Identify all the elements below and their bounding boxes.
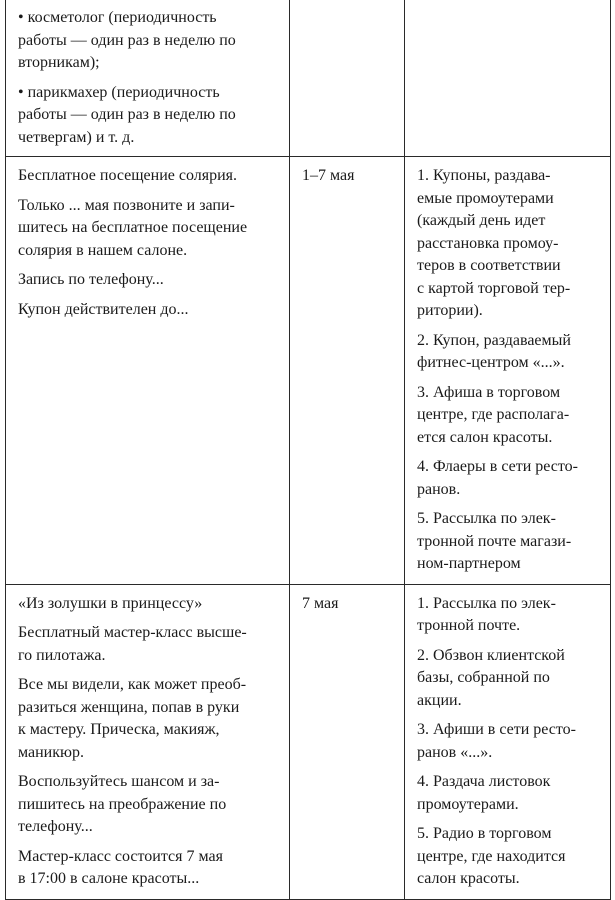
channel-item: 5. Радио в торговом центре, где находится салон красоты. [417,825,566,887]
channel-item: 2. Купон, раздаваемый фитнес-центром «...». [417,331,571,371]
channels-cell [405,584,611,899]
offer-text: Только ... мая позвоните и запи- шитесь на бесплатное посещение солярия в нашем салоне. [18,196,248,259]
offer-text: Запись по телефону... [18,271,164,288]
offer-cell [6,157,290,585]
date-cell [290,0,405,157]
offer-text: Купон действителен до... [18,300,189,318]
channel-item: 1. Рассылка по элек- тронной почте. [417,594,556,634]
offer-text: Все мы видели, как может преоб- разиться женщина, попав в руки к мастеру. Прическа, макияж, маникюр. [18,676,247,761]
offer-text: • парикмахер (периодичность работы — один раз в неделю по четвергам) и т. д. [18,83,236,146]
offer-title: «Из золушки в принцессу» [18,594,203,612]
offer-cell [6,584,290,899]
channel-item: 4. Флаеры в сети ресто- ранов. [417,458,578,498]
date-text: 1–7 мая [302,167,355,184]
channel-item: 5. Рассылка по элек- тронной почте магази- ном-партнером [417,510,572,572]
date-cell [290,157,405,585]
channel-item: 1. Купоны, раздава- емые промоутерами (каждый день идет расстановка промоу- теров в соответствии с картой торговой тер- ритории). [417,167,571,319]
offer-cell [6,0,290,157]
channels-cell [405,157,611,585]
offer-text: Воспользуйтесь шансом и за- пишитесь на преображение по телефону... [18,773,227,835]
channel-item: 2. Обзвон клиентской базы, собранной по акции. [417,646,565,709]
offer-text: Бесплатный мастер-класс высше- го пилотажа. [18,624,247,664]
promo-table [5,0,611,900]
channels-cell [405,0,611,157]
channel-item: 3. Афиша в торговом центре, где располага- ется салон красоты. [417,383,570,446]
offer-text: • косметолог (периодичность работы — один раз в неделю по вторникам); [18,9,236,71]
table-row [6,157,611,585]
channel-item: 3. Афиши в сети ресто- ранов «...». [417,721,576,761]
offer-text: Мастер-класс состоится 7 мая в 17:00 в салоне красоты... [18,847,223,887]
table-row [6,584,611,899]
date-text: 7 мая [302,594,339,612]
channel-item: 4. Раздача листовок промоутерами. [417,773,551,813]
table-row [6,0,611,157]
date-cell [290,584,405,899]
offer-title: Бесплатное посещение солярия. [18,167,238,184]
